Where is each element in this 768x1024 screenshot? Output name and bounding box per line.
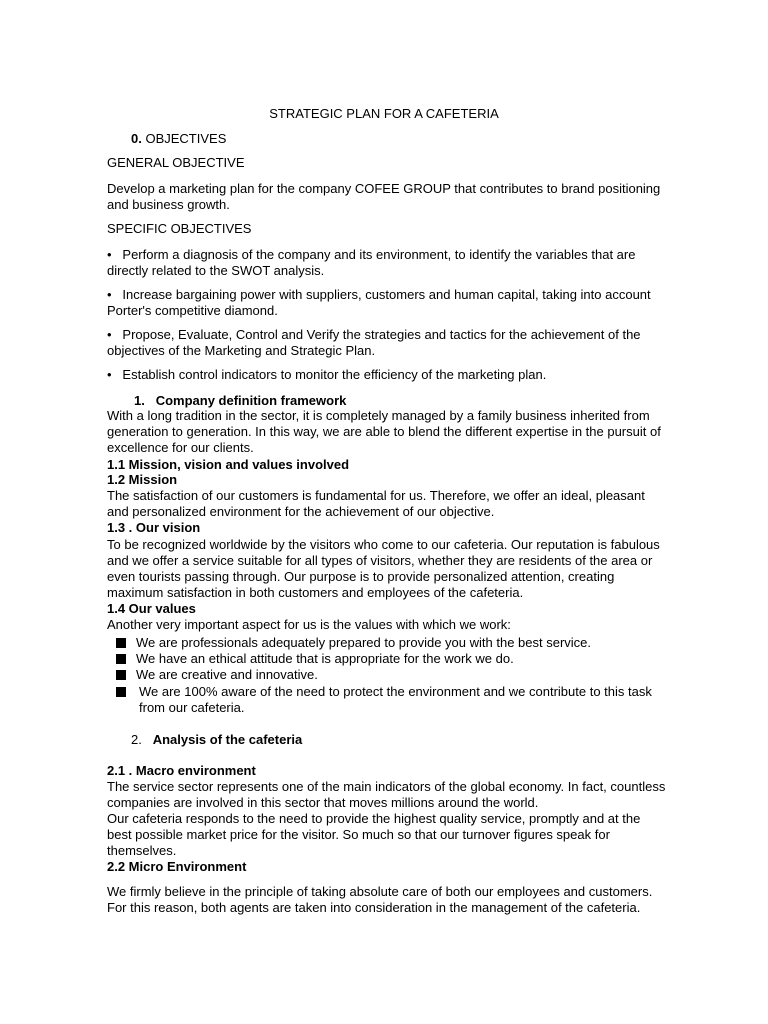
specific-objective-text: Propose, Evaluate, Control and Verify the strategies and tactics for the achievement of the objectives of the Marketing and Strategic Plan. — [107, 327, 641, 358]
general-objective-heading: GENERAL OBJECTIVE — [107, 155, 245, 170]
section-1-title: Company definition framework — [155, 393, 347, 408]
value-item: We have an ethical attitude that is appropriate for the work we do. — [136, 651, 514, 666]
section-2-1-text-2: Our cafeteria responds to the need to provide the highest quality service, promptly and at the best possible market price for the visitor. So much so that our turnover figures speak for themselves. — [107, 811, 641, 858]
value-item: We are creative and innovative. — [136, 667, 318, 682]
specific-objective-text: Establish control indicators to monitor the efficiency of the marketing plan. — [122, 367, 547, 382]
specific-objective-item — [107, 327, 667, 359]
specific-objectives-heading: SPECIFIC OBJECTIVES — [107, 221, 252, 236]
section-2-1-text-1: The service sector represents one of the main indicators of the global economy. In fact, countless companies are involved in this sector that moves millions around the world. — [107, 779, 666, 810]
square-bullet-icon — [116, 670, 126, 680]
square-bullet-icon — [116, 687, 126, 697]
general-objective-text: Develop a marketing plan for the company COFEE GROUP that contributes to brand positioning and business growth. — [107, 181, 661, 212]
specific-objective-item — [107, 367, 667, 383]
section-1-heading — [134, 393, 694, 409]
value-item: We are professionals adequately prepared to provide you with the best service. — [136, 635, 592, 650]
square-bullet-icon — [116, 654, 126, 664]
section-1-1-heading: 1.1 Mission, vision and values involved — [107, 457, 350, 472]
specific-objective-item — [107, 287, 667, 319]
bullet-icon: • — [107, 247, 112, 262]
section-1-4-heading: 1.4 Our values — [107, 601, 196, 616]
section-2-title: Analysis of the cafeteria — [152, 732, 303, 747]
section-1-3-text: To be recognized worldwide by the visitors who come to our cafeteria. Our reputation is fabulous and we offer a service suitable for all types of visitors, whether they are residents of the area or even tourists passing through. Our purpose is to provide personalized attention, creating maximum satisfaction in both customers and employees of the cafeteria. — [107, 537, 660, 600]
objectives-heading-text: OBJECTIVES — [145, 131, 227, 146]
specific-objective-text: Increase bargaining power with suppliers, customers and human capital, taking into account Porter's competitive diamond. — [107, 287, 651, 318]
section-1-number: 1. — [134, 393, 145, 408]
section-2-number: 2. — [131, 732, 142, 747]
bullet-icon: • — [107, 367, 112, 382]
specific-objective-item — [107, 247, 667, 279]
section-1-2-heading: 1.2 Mission — [107, 472, 178, 487]
section-1-3-heading: 1.3 . Our vision — [107, 520, 201, 535]
value-item: We are 100% aware of the need to protect the environment and we contribute to this task from our cafeteria. — [139, 684, 652, 715]
objectives-number: 0. — [131, 131, 142, 146]
section-2-2-heading: 2.2 Micro Environment — [107, 859, 247, 874]
section-2-2-text: We firmly believe in the principle of taking absolute care of both our employees and customers. For this reason, both agents are taken into consideration in the management of the cafeteria. — [107, 884, 653, 915]
objectives-heading — [131, 131, 691, 147]
bullet-icon: • — [107, 287, 112, 302]
section-1-text: With a long tradition in the sector, it is completely managed by a family business inherited from generation to generation. In this way, we are able to blend the different expertise in the pursuit of excellence for our clients. — [107, 408, 661, 455]
document-title: STRATEGIC PLAN FOR A CAFETERIA — [269, 106, 499, 121]
section-1-2-text: The satisfaction of our customers is fundamental for us. Therefore, we offer an ideal, pleasant and personalized environment for the achievement of our objective. — [107, 488, 645, 519]
section-2-heading — [131, 732, 691, 748]
square-bullet-icon — [116, 638, 126, 648]
bullet-icon: • — [107, 327, 112, 342]
specific-objective-text: Perform a diagnosis of the company and its environment, to identify the variables that are directly related to the SWOT analysis. — [107, 247, 636, 278]
section-1-4-text: Another very important aspect for us is the values with which we work: — [107, 617, 511, 632]
section-2-1-heading: 2.1 . Macro environment — [107, 763, 256, 778]
